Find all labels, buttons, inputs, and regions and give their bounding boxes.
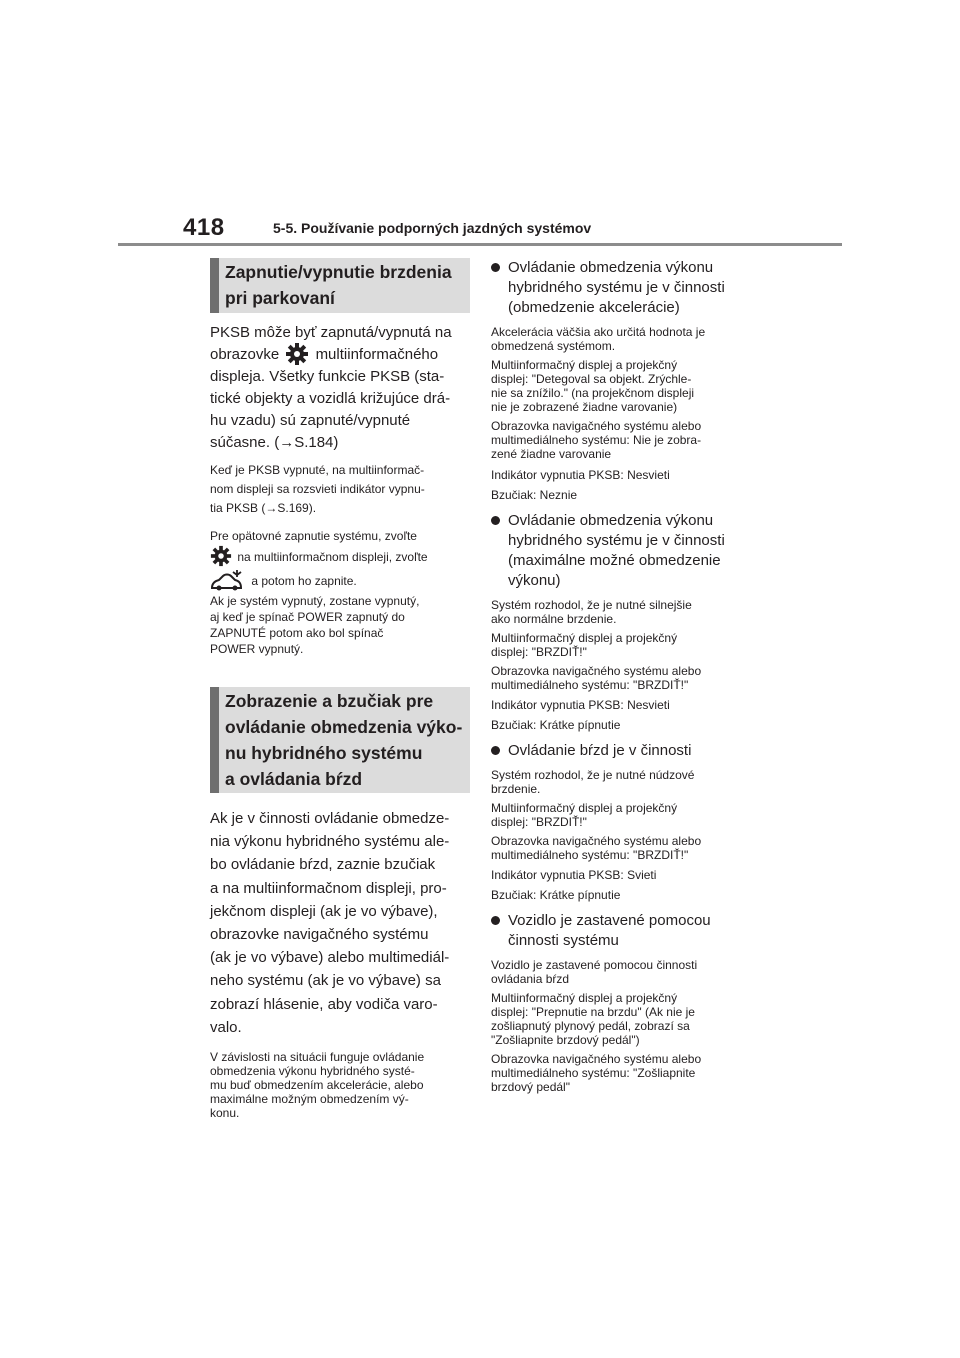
bullet-heading: Ovládanie obmedzenia výkonu hybridného systému je v činnosti (obmedzenie akcelerácie) bbox=[491, 258, 753, 318]
car-sensor-icon bbox=[210, 569, 244, 591]
right-column bbox=[491, 258, 753, 1094]
header-divider bbox=[118, 243, 842, 246]
paragraph: Systém rozhodol, že je nutné núdzové brzdenie. bbox=[491, 768, 695, 796]
bullet-heading: Ovládanie obmedzenia výkonu hybridného systému je v činnosti (maximálne možné obmedzenie výkonu) bbox=[491, 511, 753, 591]
paragraph: Multiinformačný displej a projekčný displej: "BRZDIŤ!" bbox=[491, 801, 678, 829]
paragraph: Bzučiak: Krátke pípnutie bbox=[491, 718, 621, 732]
paragraph: Indikátor vypnutia PKSB: Nesvieti bbox=[491, 698, 670, 712]
section-heading-parking-braking: Zapnutie/vypnutie brzdenia pri parkovaní bbox=[210, 258, 470, 313]
left-column bbox=[210, 258, 470, 1120]
intro-paragraph: PKSB môže byť zapnutá/vypnutá na obrazovke multiinformačného displeja. Všetky funkcie PKSB (sta- tické objekty a vozidlá križujúce drá- hu vzadu) sú zapnuté/vypnuté súčasne. (→S.184) bbox=[210, 324, 452, 451]
paragraph: Multiinformačný displej a projekčný displej: "Prepnutie na brzdu" (Ak nie je zošliapnutý plynový pedál, zobrazí sa "Zošliapnite brzdový pedál") bbox=[491, 991, 695, 1047]
paragraph: Bzučiak: Krátke pípnutie bbox=[491, 888, 621, 902]
list-item bbox=[491, 911, 753, 1094]
paragraph: Multiinformačný displej a projekčný displej: "Detegoval sa objekt. Zrýchle- nie sa znížilo." (na projekčnom displeji nie je zobrazené žiadne varovanie) bbox=[491, 358, 695, 414]
note-pksb-off-indicator: Keď je PKSB vypnuté, na multiinformač- nom displeji sa rozsvieti indikátor vypnu- tia PKSB (→S.169). bbox=[210, 463, 425, 515]
paragraph: Vozidlo je zastavené pomocou činnosti ovládania bŕzd bbox=[491, 958, 698, 986]
gear-icon bbox=[285, 342, 309, 366]
list-item bbox=[491, 741, 753, 902]
paragraph: Multiinformačný displej a projekčný displej: "BRZDIŤ!" bbox=[491, 631, 678, 659]
display-buzzer-paragraph: Ak je v činnosti ovládanie obmedze- nia výkonu hybridného systému ale- bo ovládanie bŕzd, zaznie bzučiak a na multiinformačnom displeji, pro- jekčnom displeji (ak je vo výbave), obrazovke navigačného systému (ak je vo výbave) alebo multimediál- neho systému (ak je vo výbave) sa zobrazí hlásenie, aby vodiča varo- valo. bbox=[210, 810, 450, 1036]
paragraph: Akcelerácia väčšia ako určitá hodnota je obmedzená systémom. bbox=[491, 325, 706, 353]
bullet-icon bbox=[491, 516, 500, 525]
bullet-icon bbox=[491, 263, 500, 272]
list-item bbox=[491, 511, 753, 732]
paragraph: Indikátor vypnutia PKSB: Svieti bbox=[491, 868, 657, 882]
section-heading-display-buzzer: Zobrazenie a bzučiak pre ovládanie obmedzenia výko- nu hybridného systému a ovládania bŕzd bbox=[210, 687, 470, 793]
note-reenable-system: Pre opätovné zapnutie systému, zvoľte na multiinformačnom displeji, zvoľte a potom ho zapnite. Ak je systém vypnutý, zostane vypnutý, aj keď je spínač POWER zapnutý do ZAPNUTÉ potom ako bol spínač POWER vypnutý. bbox=[210, 529, 428, 656]
note-control-modes: V závislosti na situácii funguje ovládanie obmedzenia výkonu hybridného systé- mu buď obmedzením akcelerácie, alebo maximálne možným obmedzením vý- konu. bbox=[210, 1050, 425, 1121]
chapter-title: 5-5. Používanie podporných jazdných systémov bbox=[273, 220, 592, 236]
paragraph: Obrazovka navigačného systému alebo multimediálneho systému: Nie je zobra- zené žiadne varovanie bbox=[491, 419, 702, 461]
bullet-heading: Vozidlo je zastavené pomocou činnosti systému bbox=[491, 911, 753, 951]
bullet-icon bbox=[491, 746, 500, 755]
bullet-icon bbox=[491, 916, 500, 925]
bullet-heading: Ovládanie bŕzd je v činnosti bbox=[491, 741, 753, 761]
paragraph: Obrazovka navigačného systému alebo multimediálneho systému: "BRZDIŤ!" bbox=[491, 664, 702, 692]
paragraph: Obrazovka navigačného systému alebo multimediálneho systému: "BRZDIŤ!" bbox=[491, 834, 702, 862]
paragraph: Systém rozhodol, že je nutné silnejšie ako normálne brzdenie. bbox=[491, 598, 692, 626]
gear-icon bbox=[210, 545, 232, 567]
paragraph: Indikátor vypnutia PKSB: Nesvieti bbox=[491, 468, 670, 482]
paragraph: Bzučiak: Neznie bbox=[491, 488, 578, 502]
list-item bbox=[491, 258, 753, 502]
page-number: 418 bbox=[183, 214, 225, 241]
paragraph: Obrazovka navigačného systému alebo multimediálneho systému: "Zošliapnite brzdový pedál" bbox=[491, 1052, 702, 1094]
